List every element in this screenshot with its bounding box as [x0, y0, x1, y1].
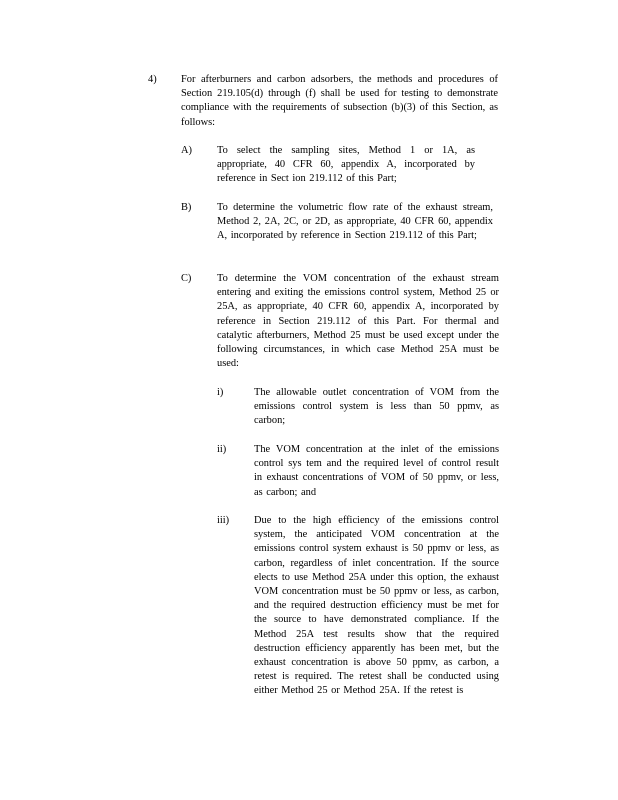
subsubitem-ii-text: The VOM concentration at the inlet of the emissions control sys tem and the required level of control result in exhaust concentrations of VOM of 50 ppmv, or less, as carbon; and — [254, 444, 499, 498]
subsubitem-i-text: The allowable outlet concentration of VOM from the emissions control system is less than 50 ppmv, as carbon; — [254, 387, 499, 427]
subitem-b-text: To determine the volumetric flow rate of the exhaust stream, Method 2, 2A, 2C, or 2D, as appropriate, 40 CFR 60, appendix A, incorporated by reference in Section 219.112 of this Part; — [217, 202, 493, 242]
subitem-a-text: To select the sampling sites, Method 1 or 1A, as appropriate, 40 CFR 60, appendix A, incorporated by reference in Sect ion 219.112 of this Part; — [217, 145, 475, 185]
subsubitem-iii-text: Due to the high efficiency of the emissions control system, the anticipated VOM concentration at the emissions control system exhaust is 50 ppmv or less, as carbon, regardless of inlet concentration. If the source elects to use Method 25A under this option, the exhaust VOM concentration must be 50 ppmv or less, as carbon, and the required destruction efficiency must be met for the source to have demonstrated compliance. If the Method 25A test results show that the required destruction efficiency apparently has been met, but the exhaust concentration is above 50 ppmv, as carbon, a retest is required. The retest shall be conducted using either Method 25 or Method 25A. If the retest is — [254, 515, 499, 697]
item-4-text: For afterburners and carbon adsorbers, the methods and procedures of Section 219.105(d) through (f) shall be used for testing to demonstrate compliance with the requirements of subsection (b)(3) of this Section, as follows: — [181, 74, 498, 128]
subsubitem-ii-label: ii) — [217, 444, 227, 455]
item-4-label: 4) — [148, 74, 157, 85]
subitem-c-text: To determine the VOM concentration of the exhaust stream entering and exiting the emissions control system, Method 25 or 25A, as appropriate, 40 CFR 60, appendix A, incorporated by reference in Section 219.112 of this Part. For thermal and catalytic afterburners, Method 25 must be used except under the following circumstances, in which case Method 25A must be used: — [217, 273, 499, 370]
subitem-c-label: C) — [181, 273, 192, 284]
subsubitem-i-label: i) — [217, 387, 224, 398]
subitem-a-label: A) — [181, 145, 192, 156]
subsubitem-iii-label: iii) — [217, 515, 230, 526]
subitem-b-label: B) — [181, 202, 192, 213]
